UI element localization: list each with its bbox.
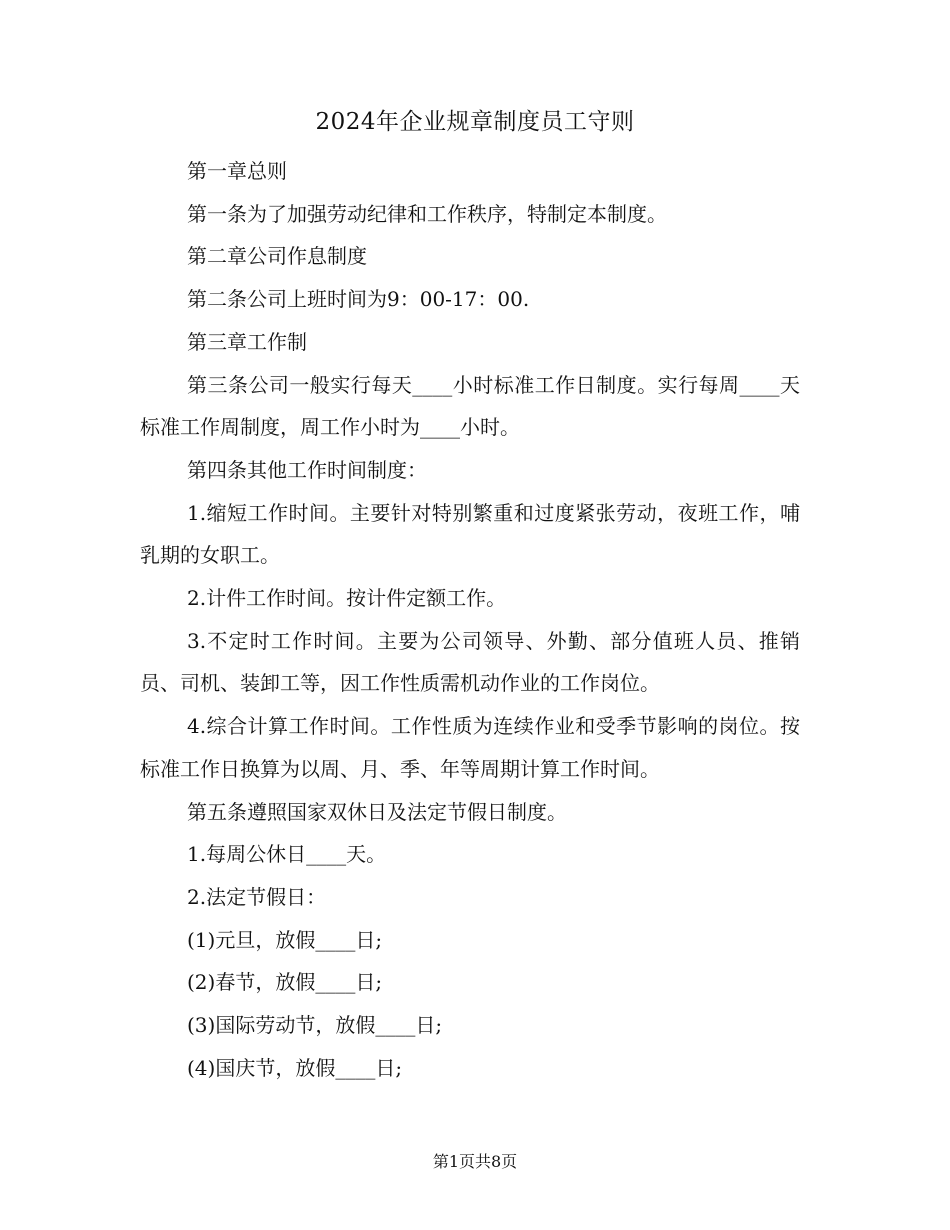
list-item: 2.计件工作时间。按计件定额工作。 (187, 586, 507, 611)
list-item: 3.不定时工作时间。主要为公司领导、外勤、部分值班人员、推销员、司机、装卸工等，因工作性质需机动作业的工作岗位。 (140, 628, 800, 696)
document-body (140, 150, 800, 1089)
chapter-heading: 第三章工作制 (187, 329, 307, 354)
sub-list-item: (4)国庆节，放假____日; (187, 1055, 403, 1080)
document-title: 2024年企业规章制度员工守则 (315, 109, 635, 135)
sub-list-item: (1)元旦，放假____日; (187, 927, 383, 952)
article-paragraph: 第三条公司一般实行每天____小时标准工作日制度。实行每周____天标准工作周制度，周工作小时为____小时。 (140, 372, 800, 440)
article-paragraph: 第五条遵照国家双休日及法定节假日制度。 (187, 799, 567, 824)
chapter-heading: 第一章总则 (187, 159, 287, 183)
sub-list-item: (2)春节，放假____日; (187, 970, 383, 995)
chapter-heading: 第二章公司作息制度 (187, 244, 367, 269)
article-paragraph: 第二条公司上班时间为9：00-17：00. (187, 287, 530, 312)
article-paragraph: 第四条其他工作时间制度： (187, 457, 427, 482)
list-item: 2.法定节假日： (187, 884, 327, 909)
article-paragraph: 第一条为了加强劳动纪律和工作秩序，特制定本制度。 (187, 201, 667, 226)
list-item: 4.综合计算工作时间。工作性质为连续作业和受季节影响的岗位。按标准工作日换算为以周、月、季、年等周期计算工作时间。 (140, 714, 800, 781)
list-item: 1.每周公休日____天。 (187, 842, 387, 867)
sub-list-item: (3)国际劳动节，放假____日; (187, 1013, 443, 1038)
list-item: 1.缩短工作时间。主要针对特别繁重和过度紧张劳动，夜班工作，哺乳期的女职工。 (140, 500, 800, 568)
page-footer: 第1页共8页 (432, 1152, 518, 1171)
